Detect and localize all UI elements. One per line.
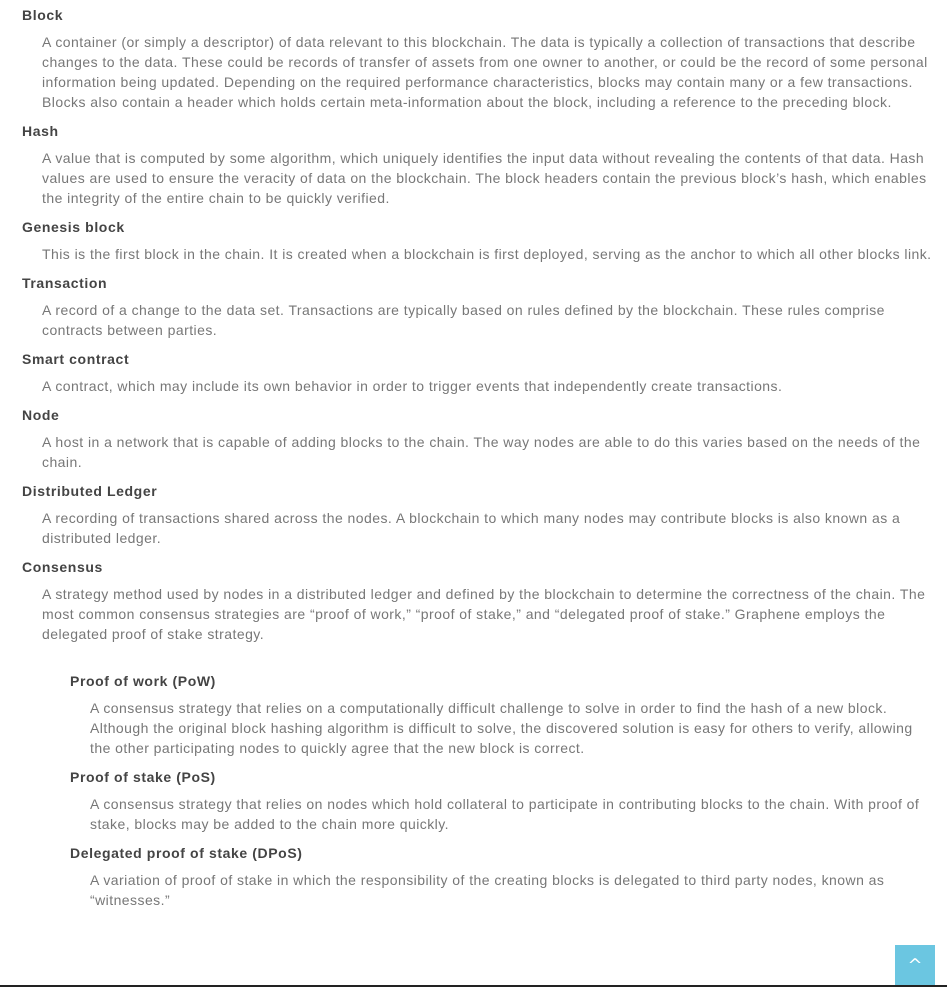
glossary-list: [22, 6, 932, 644]
term-block: Block: [22, 7, 64, 23]
term-transaction: Transaction: [22, 275, 108, 291]
definition-block: A container (or simply a descriptor) of data relevant to this blockchain. The data is typically a collection of transactions that describe changes to the data. These could be records of transfer of assets from one owner to another, or could be the record of some personal information being updated. Depending on the required performance characteristics, blocks may contain many or a few transactions. Blocks also contain a header which holds certain meta-information about the block, including a reference to the preceding block.: [42, 34, 928, 110]
definition-hash: A value that is computed by some algorithm, which uniquely identifies the input data without revealing the contents of that data. Hash values are used to ensure the veracity of data on the blockchain. The block headers contain the previous block’s hash, which enables the integrity of the entire chain to be quickly verified.: [42, 150, 927, 206]
definition-distributed-ledger: A recording of transactions shared across the nodes. A blockchain to which many nodes may contribute blocks is also known as a distributed ledger.: [42, 510, 901, 546]
definition-consensus: A strategy method used by nodes in a distributed ledger and defined by the blockchain to determine the correctness of the chain. The most common consensus strategies are “proof of work,” “proof of stake,” and “delegated proof of stake.” Graphene employs the delegated proof of stake strategy.: [42, 586, 926, 642]
back-to-top-button[interactable]: [895, 945, 935, 985]
definition-node: A host in a network that is capable of adding blocks to the chain. The way nodes are able to do this varies based on the needs of the chain.: [42, 434, 921, 470]
term-genesis-block: Genesis block: [22, 219, 125, 235]
term-hash: Hash: [22, 123, 59, 139]
definition-genesis-block: This is the first block in the chain. It is created when a blockchain is first deployed, serving as the anchor to which all other blocks link.: [42, 246, 932, 262]
definition-transaction: A record of a change to the data set. Transactions are typically based on rules defined by the blockchain. These rules comprise contracts between parties.: [42, 302, 885, 338]
term-delegated-proof-of-stake: Delegated proof of stake (DPoS): [70, 845, 303, 861]
term-consensus: Consensus: [22, 559, 103, 575]
term-proof-of-stake: Proof of stake (PoS): [70, 769, 216, 785]
term-node: Node: [22, 407, 60, 423]
term-proof-of-work: Proof of work (PoW): [70, 673, 216, 689]
term-smart-contract: Smart contract: [22, 351, 130, 367]
definition-delegated-proof-of-stake: A variation of proof of stake in which the responsibility of the creating blocks is delegated to third party nodes, known as “witnesses.”: [90, 872, 885, 908]
chevron-up-icon: ^: [907, 954, 923, 976]
definition-proof-of-work: A consensus strategy that relies on a computationally difficult challenge to solve in order to find the hash of a new block. Although the original block hashing algorithm is difficult to solve, the discovered solution is easy for others to verify, allowing the other participating nodes to quickly agree that the new block is correct.: [90, 700, 913, 756]
definition-smart-contract: A contract, which may include its own behavior in order to trigger events that independently create transactions.: [42, 378, 783, 394]
consensus-strategies-list: [70, 672, 930, 910]
glossary: [22, 6, 932, 920]
definition-proof-of-stake: A consensus strategy that relies on nodes which hold collateral to participate in contributing blocks to the chain. With proof of stake, blocks may be added to the chain more quickly.: [90, 796, 920, 832]
term-distributed-ledger: Distributed Ledger: [22, 483, 158, 499]
